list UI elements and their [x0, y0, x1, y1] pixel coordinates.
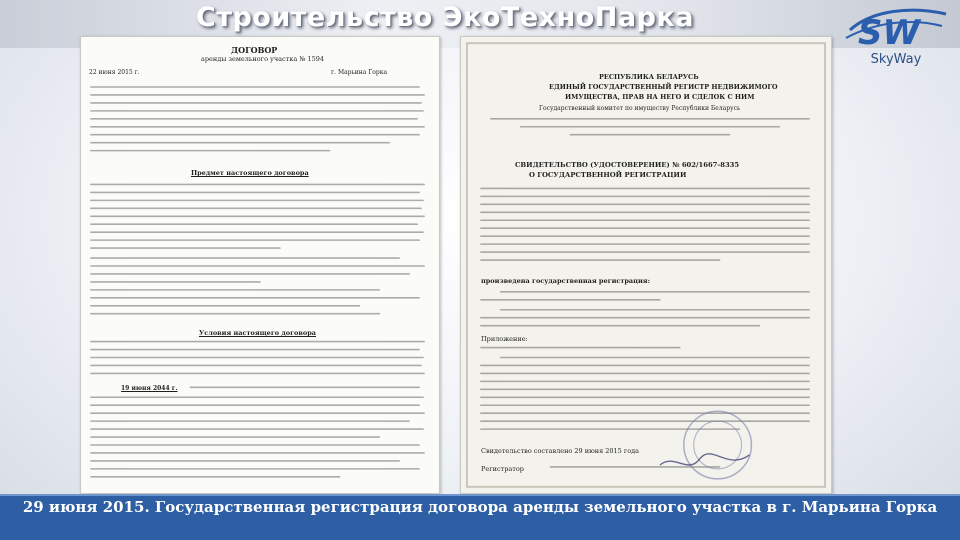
- certificate-text-lines: [461, 37, 831, 493]
- certificate-issued: Свидетельство составлено 29 июня 2015 года: [481, 447, 640, 455]
- skyway-logo-icon: [842, 4, 950, 54]
- caption-bar: [0, 494, 960, 540]
- certificate-registry: ЕДИНЫЙ ГОСУДАРСТВЕННЫЙ РЕГИСТР НЕДВИЖИМОГО: [549, 83, 778, 91]
- skyway-logo: [842, 4, 950, 74]
- contract-highlighted-date: 19 июня 2044 г.: [121, 385, 178, 392]
- contract-heading: ДОГОВОР: [231, 45, 278, 55]
- certificate-seal: [684, 411, 752, 479]
- contract-place: г. Марьина Горка: [331, 69, 388, 76]
- contract-date: 22 июня 2015 г.: [89, 69, 140, 76]
- logo-wordmark: SkyWay: [870, 52, 922, 67]
- registrar-signature: [660, 454, 750, 465]
- certificate-section-registered: произведена государственная регистрация:: [481, 277, 650, 285]
- certificate-registrar-label: Регистратор: [481, 465, 524, 473]
- certificate-committee: Государственный комитет по имуществу Республики Беларусь: [539, 105, 741, 112]
- certificate-subtitle: О ГОСУДАРСТВЕННОЙ РЕГИСТРАЦИИ: [529, 171, 687, 179]
- lease-contract-scan: [80, 36, 440, 494]
- contract-section-term: Условия настоящего договора: [199, 329, 316, 337]
- registration-certificate-scan: [460, 36, 832, 494]
- logo-monogram: SW: [858, 13, 920, 53]
- certificate-title: СВИДЕТЕЛЬСТВО (УДОСТОВЕРЕНИЕ) № 602/1667-8335: [515, 161, 740, 169]
- contract-subheading: аренды земельного участка № 1594: [201, 55, 325, 63]
- slide-caption: 29 июня 2015. Государственная регистрация договора аренды земельного участка в г. Марьина Горка: [22, 498, 938, 516]
- contract-text-lines: [81, 37, 439, 493]
- slide-title: Строительство ЭкоТехноПарка: [196, 2, 694, 33]
- certificate-section-appendix: Приложение:: [481, 335, 528, 343]
- contract-section-subject: Предмет настоящего договора: [191, 169, 309, 177]
- certificate-country: РЕСПУБЛИКА БЕЛАРУСЬ: [599, 73, 699, 81]
- certificate-registry-line2: ИМУЩЕСТВА, ПРАВ НА НЕГО И СДЕЛОК С НИМ: [565, 93, 755, 101]
